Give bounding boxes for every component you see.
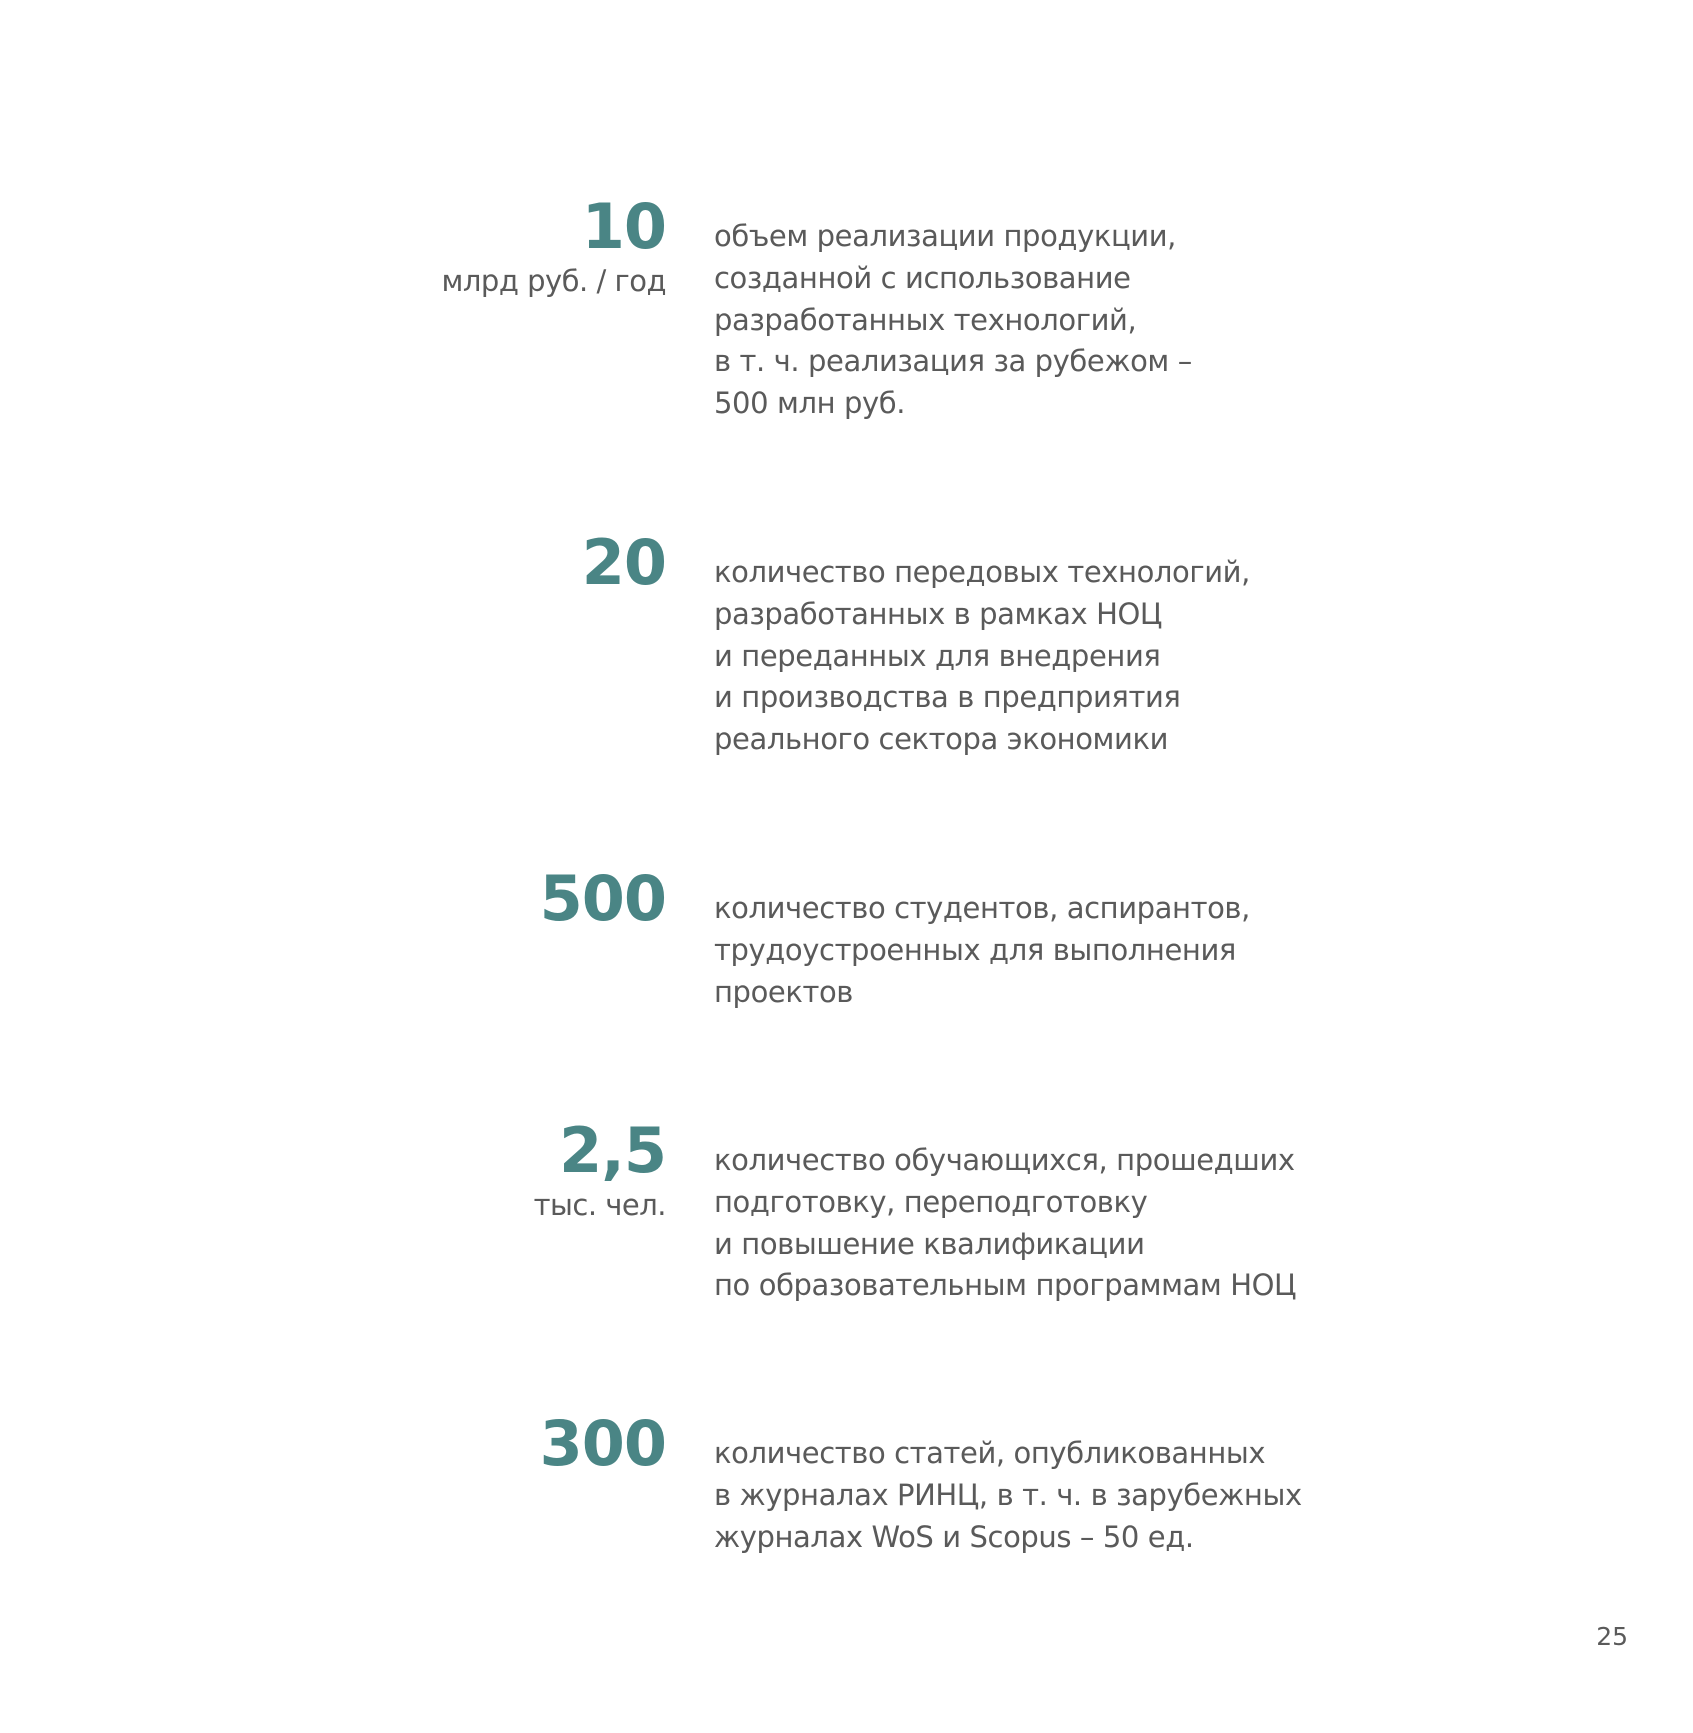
- stat-figure: [346, 1407, 666, 1480]
- description-line: в журналах РИНЦ, в т. ч. в зарубежных: [714, 1477, 1302, 1512]
- description-line: и переданных для внедрения: [714, 638, 1161, 673]
- stat-description: [714, 216, 1354, 425]
- description-line: разработанных в рамках НОЦ: [714, 596, 1163, 631]
- description-line: количество статей, опубликованных: [714, 1436, 1266, 1470]
- stat-description: [714, 1140, 1354, 1307]
- stat-figure: [346, 526, 666, 599]
- description-line: количество передовых технологий,: [714, 555, 1250, 589]
- stat-figure: [346, 862, 666, 935]
- description-line: созданной с использование: [714, 260, 1131, 295]
- description-line: количество студентов, аспирантов,: [714, 891, 1250, 925]
- stat-number: 500: [539, 862, 666, 935]
- stat-number: 2,5: [559, 1114, 666, 1187]
- description-line: подготовку, переподготовку: [714, 1184, 1148, 1219]
- description-line: в т. ч. реализация за рубежом –: [714, 344, 1192, 379]
- description-line: трудоустроенных для выполнения: [714, 932, 1236, 967]
- description-line: объем реализации продукции,: [714, 219, 1176, 253]
- page-number: 25: [1596, 1622, 1628, 1651]
- stat-number: 20: [581, 526, 666, 599]
- stat-number: 300: [539, 1407, 666, 1480]
- stat-description: [714, 1433, 1354, 1558]
- description-line: количество обучающихся, прошедших: [714, 1143, 1295, 1177]
- description-line: 500 млн руб.: [714, 386, 906, 421]
- description-line: и производства в предприятия: [714, 680, 1181, 715]
- description-line: и повышение квалификации: [714, 1226, 1145, 1261]
- stat-unit: млрд руб. / год: [441, 264, 666, 298]
- stat-description: [714, 552, 1354, 761]
- description-line: реального сектора экономики: [714, 722, 1169, 757]
- description-line: разработанных технологий,: [714, 302, 1137, 337]
- description-line: журналах WoS и Scopus – 50 ед.: [714, 1519, 1194, 1554]
- stat-number: 10: [581, 190, 666, 263]
- stat-figure: [346, 190, 666, 302]
- description-line: проектов: [714, 974, 853, 1009]
- stat-description: [714, 888, 1354, 1013]
- stat-unit: тыс. чел.: [533, 1188, 666, 1222]
- description-line: по образовательным программам НОЦ: [714, 1268, 1297, 1303]
- stat-figure: [346, 1114, 666, 1226]
